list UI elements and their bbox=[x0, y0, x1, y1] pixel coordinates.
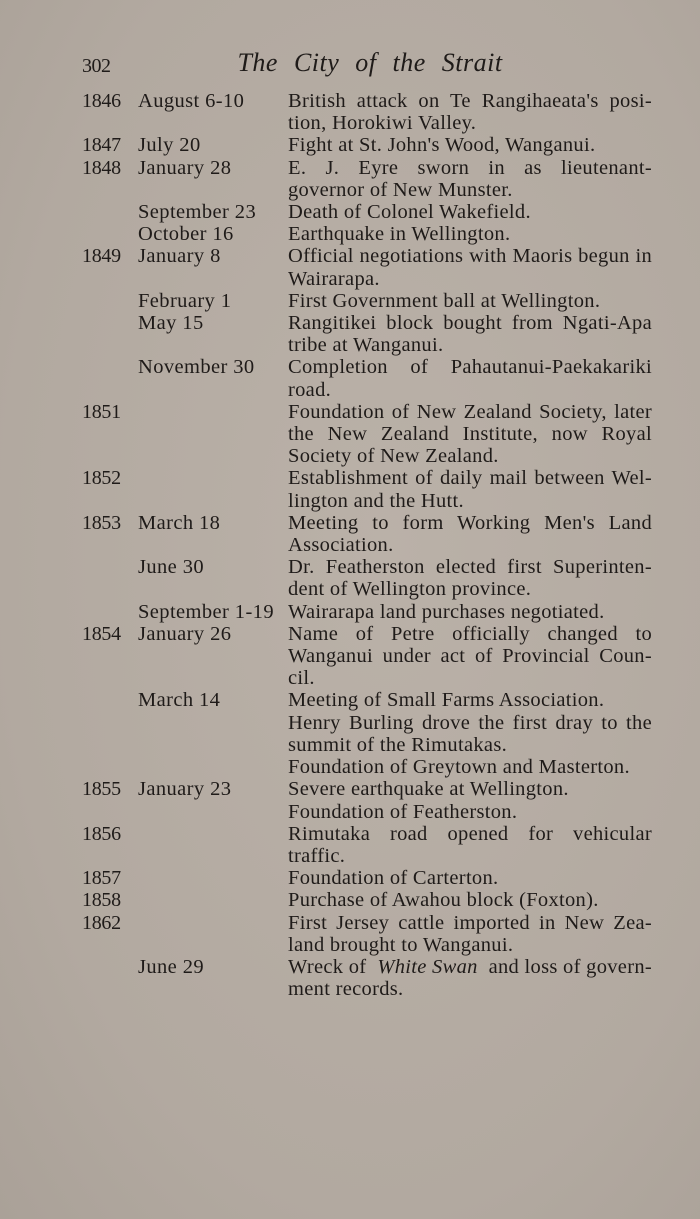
ship-name-italic: White Swan bbox=[377, 955, 478, 978]
chronology-entry bbox=[0, 867, 700, 889]
chronology-entry bbox=[0, 467, 700, 511]
description-line: Foundation of Carterton. bbox=[288, 867, 499, 890]
description-line: summit of the Rimutakas. bbox=[288, 733, 508, 756]
description-line: land brought to Wanganui. bbox=[288, 933, 514, 956]
entry-year: 1849 bbox=[82, 245, 121, 268]
chronology-entry bbox=[0, 312, 700, 356]
entry-date: November 30 bbox=[138, 356, 255, 379]
entry-description bbox=[288, 956, 652, 1000]
description-line: cil. bbox=[288, 667, 315, 690]
entry-date: October 16 bbox=[138, 223, 234, 246]
description-line: Completion of Pahautanui-Paekakariki bbox=[288, 356, 652, 379]
entry-year: 1848 bbox=[82, 156, 121, 179]
description-line: E. J. Eyre sworn in as lieutenant- bbox=[288, 156, 652, 179]
description-line: Meeting of Small Farms Association. bbox=[288, 689, 605, 712]
entry-date: June 29 bbox=[138, 955, 205, 978]
entry-date: August 6-10 bbox=[138, 90, 245, 112]
chronology-entry bbox=[0, 134, 700, 156]
entry-date: January 26 bbox=[138, 622, 232, 645]
chronology-entry bbox=[0, 245, 700, 289]
description-line: Rimutaka road opened for vehicular bbox=[288, 822, 652, 845]
chronology-entry bbox=[0, 290, 700, 312]
description-line: lington and the Hutt. bbox=[288, 489, 464, 512]
chronology-entry bbox=[0, 623, 700, 690]
description-line: Earthquake in Wellington. bbox=[288, 223, 511, 246]
description-line: Meeting to form Working Men's Land bbox=[288, 511, 652, 534]
entry-date: January 23 bbox=[138, 778, 232, 801]
entry-description bbox=[288, 912, 652, 956]
entry-date: February 1 bbox=[138, 289, 232, 312]
chronology-entry bbox=[0, 689, 700, 778]
entry-description bbox=[288, 467, 652, 511]
entry-year: 1862 bbox=[82, 911, 121, 934]
entry-year: 1846 bbox=[82, 90, 121, 112]
description-line: Fight at St. John's Wood, Wanganui. bbox=[288, 134, 596, 157]
description-line: Purchase of Awahou block (Foxton). bbox=[288, 889, 599, 912]
running-title: The City of the Strait bbox=[237, 48, 503, 77]
chronology-entry bbox=[0, 912, 700, 956]
entry-description bbox=[288, 556, 652, 600]
description-line bbox=[288, 956, 652, 978]
chronology-entry bbox=[0, 601, 700, 623]
chronology-entry bbox=[0, 956, 700, 1000]
chronology-entry bbox=[0, 556, 700, 600]
chronology-entry bbox=[0, 401, 700, 468]
description-line: First Government ball at Wellington. bbox=[288, 289, 601, 312]
entry-description bbox=[288, 401, 652, 468]
description-line: Death of Colonel Wakefield. bbox=[288, 201, 531, 224]
entry-date: March 14 bbox=[138, 689, 221, 712]
entry-description bbox=[288, 356, 652, 400]
entry-year: 1852 bbox=[82, 467, 121, 490]
description-line: Official negotiations with Maoris begun in bbox=[288, 245, 652, 268]
description-line: tribe at Wanganui. bbox=[288, 334, 444, 357]
entry-year: 1855 bbox=[82, 778, 121, 801]
text-segment: and loss of govern- bbox=[488, 955, 652, 978]
entry-description bbox=[288, 223, 652, 245]
entry-description bbox=[288, 245, 652, 289]
description-line: Establishment of daily mail between Wel- bbox=[288, 467, 652, 490]
description-line: governor of New Munster. bbox=[288, 178, 513, 201]
description-line: Dr. Featherston elected first Superinten- bbox=[288, 556, 652, 579]
entry-date: January 28 bbox=[138, 156, 232, 179]
entry-description bbox=[288, 290, 652, 312]
entry-year: 1853 bbox=[82, 511, 121, 534]
description-line: traffic. bbox=[288, 844, 346, 867]
description-line: Association. bbox=[288, 534, 394, 557]
description-line: Wairarapa. bbox=[288, 267, 380, 290]
chronology-entry bbox=[0, 356, 700, 400]
description-line: dent of Wellington province. bbox=[288, 578, 532, 601]
entry-description bbox=[288, 623, 652, 690]
description-line: Foundation of Featherston. bbox=[288, 800, 518, 823]
description-line: Society of New Zealand. bbox=[288, 445, 499, 468]
entry-year: 1847 bbox=[82, 134, 121, 157]
entry-year: 1856 bbox=[82, 822, 121, 845]
entry-date: September 23 bbox=[138, 201, 257, 224]
entry-description bbox=[288, 512, 652, 556]
chronology-entry bbox=[0, 201, 700, 223]
entry-date: January 8 bbox=[138, 245, 221, 268]
chronology-entry bbox=[0, 889, 700, 911]
description-line: Foundation of New Zealand Society, later bbox=[288, 400, 652, 423]
entry-description bbox=[288, 134, 652, 156]
entry-description bbox=[288, 312, 652, 356]
entry-year: 1851 bbox=[82, 400, 121, 423]
entry-description bbox=[288, 889, 652, 911]
chronology-entry bbox=[0, 823, 700, 867]
entry-description bbox=[288, 689, 652, 778]
description-line: the New Zealand Institute, now Royal bbox=[288, 423, 652, 446]
entry-description bbox=[288, 201, 652, 223]
entry-year: 1857 bbox=[82, 867, 121, 890]
entry-description bbox=[288, 601, 652, 623]
chronology-entry bbox=[0, 157, 700, 201]
entry-description bbox=[288, 867, 652, 889]
entry-date: March 18 bbox=[138, 511, 221, 534]
description-line: Wairarapa land purchases negotiated. bbox=[288, 600, 605, 623]
entry-year: 1858 bbox=[82, 889, 121, 912]
chronology-entry bbox=[0, 90, 700, 134]
description-line: Name of Petre officially changed to bbox=[288, 622, 652, 645]
description-line: First Jersey cattle imported in New Zea- bbox=[288, 911, 652, 934]
description-line: Rangitikei block bought from Ngati-Apa bbox=[288, 312, 652, 335]
chronology-entry bbox=[0, 512, 700, 556]
description-line: British attack on Te Rangihaeata's posi- bbox=[288, 90, 652, 112]
description-line: Foundation of Greytown and Masterton. bbox=[288, 756, 630, 779]
description-line: Severe earthquake at Wellington. bbox=[288, 778, 569, 801]
description-line: Henry Burling drove the first dray to the bbox=[288, 711, 652, 734]
entry-date: June 30 bbox=[138, 556, 205, 579]
chronology-entry bbox=[0, 778, 700, 822]
chronology-entry bbox=[0, 223, 700, 245]
entry-date: May 15 bbox=[138, 312, 204, 335]
entry-description bbox=[288, 823, 652, 867]
entry-date: September 1-19 bbox=[138, 600, 274, 623]
chronology-table bbox=[0, 90, 700, 1000]
description-line: Wanganui under act of Provincial Coun- bbox=[288, 645, 652, 668]
entry-description bbox=[288, 778, 652, 822]
page-number: 302 bbox=[82, 55, 111, 77]
entry-description bbox=[288, 90, 652, 134]
description-line: road. bbox=[288, 378, 332, 401]
text-segment: Wreck of bbox=[288, 955, 367, 978]
entry-year: 1854 bbox=[82, 622, 121, 645]
entry-description bbox=[288, 157, 652, 201]
entry-date: July 20 bbox=[138, 134, 201, 157]
description-line: tion, Horokiwi Valley. bbox=[288, 112, 477, 135]
description-line: ment records. bbox=[288, 978, 404, 1001]
